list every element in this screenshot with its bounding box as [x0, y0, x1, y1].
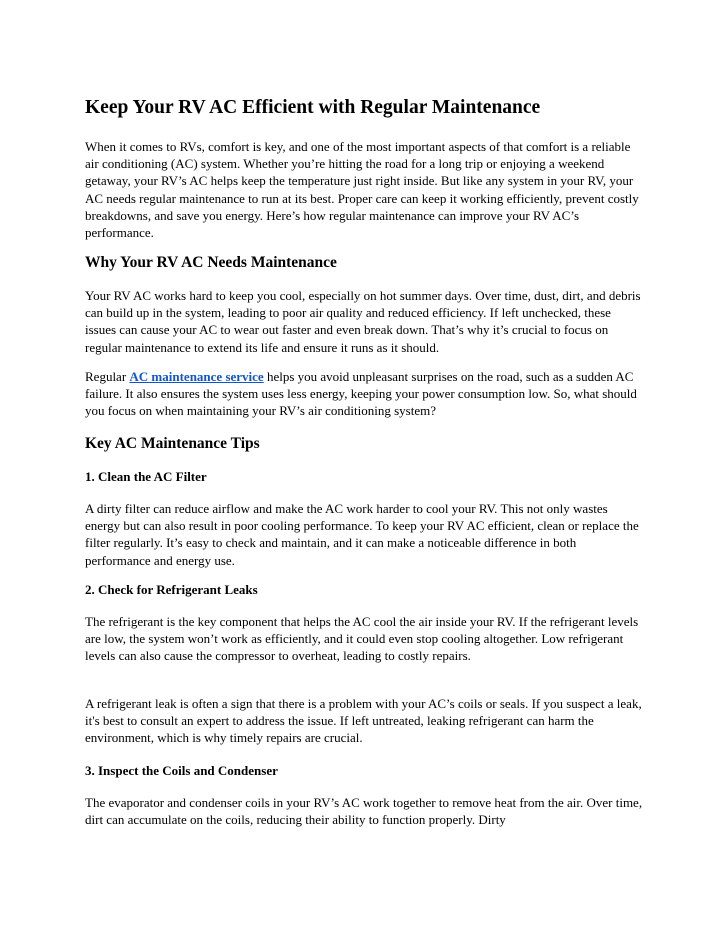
- tip-2-paragraph-1: The refrigerant is the key component that helps the AC cool the air inside your RV. If the refrigerant levels are low, the system won’t work as efficiently, and it could even stop cooling altogether. Low refrigerant levels can also cause the compressor to overheat, leading to costly repairs.: [85, 614, 639, 664]
- tip-3-paragraph: The evaporator and condenser coils in your RV’s AC work together to remove heat from the air. Over time, dirt can accumulate on the coils, reducing their ability to function properly. Dirty: [85, 795, 643, 828]
- tip-2-paragraph-2: A refrigerant leak is often a sign that there is a problem with your AC’s coils or seals. If you suspect a leak, it's best to consult an expert to address the issue. If left untreated, leaking refrigerant can harm the environment, which is why timely repairs are crucial.: [85, 696, 642, 746]
- why-paragraph-1: Your RV AC works hard to keep you cool, especially on hot summer days. Over time, dust, dirt, and debris can build up in the system, leading to poor air quality and reduced efficiency. If left unchecked, these issues can cause your AC to wear out faster and even break down. That’s why it’s crucial to focus on regular maintenance to extend its life and ensure it runs as it should.: [85, 288, 641, 355]
- why-paragraph-2: [85, 368, 645, 420]
- tip-1-heading: 1. Clean the AC Filter: [85, 469, 207, 484]
- why-paragraph-2-prefix: Regular: [85, 369, 130, 384]
- page-title: Keep Your RV AC Efficient with Regular Maintenance: [85, 97, 541, 118]
- section-heading-tips: Key AC Maintenance Tips: [85, 435, 260, 452]
- section-heading-why: Why Your RV AC Needs Maintenance: [85, 254, 337, 271]
- tip-1-paragraph: A dirty filter can reduce airflow and make the AC work harder to cool your RV. This not only wastes energy but can also result in poor cooling performance. To keep your RV AC efficient, clean or replace the filter regularly. It’s easy to check and maintain, and it can make a noticeable difference in both performance and energy use.: [85, 501, 639, 568]
- tip-3-heading: 3. Inspect the Coils and Condenser: [85, 763, 278, 778]
- intro-paragraph: When it comes to RVs, comfort is key, and one of the most important aspects of that comfort is a reliable air conditioning (AC) system. Whether you’re hitting the road for a long trip or enjoying a weekend getaway, your RV’s AC helps keep the temperature just right inside. But like any system in your RV, your AC needs regular maintenance to run at its best. Proper care can keep it working efficiently, prevent costly breakdowns, and save you energy. Here’s how regular maintenance can improve your RV AC’s performance.: [85, 139, 639, 241]
- tip-2-heading: 2. Check for Refrigerant Leaks: [85, 582, 258, 597]
- why-paragraph-2-suffix: helps you avoid unpleasant surprises on the road, such as a sudden AC failure. It also ensures the system uses less energy, keeping your power consumption low. So, what should you focus on when maintaining your RV’s air conditioning system?: [85, 369, 637, 419]
- ac-maintenance-service-link[interactable]: AC maintenance service: [129, 369, 264, 384]
